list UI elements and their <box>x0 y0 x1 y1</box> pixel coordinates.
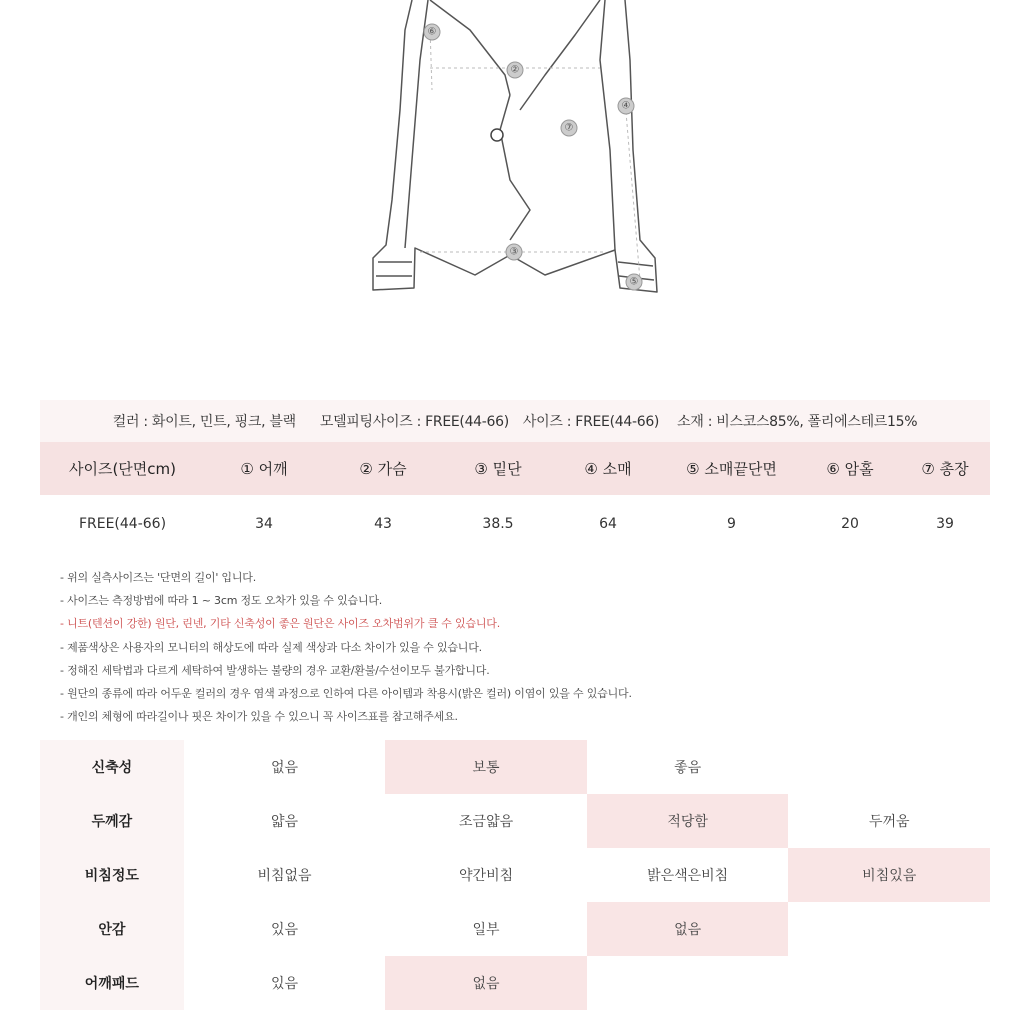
property-option-selected: 보통 <box>385 740 587 794</box>
property-option <box>788 956 990 1010</box>
size-table-row <box>40 495 990 553</box>
property-option: 두꺼움 <box>868 814 910 830</box>
property-option <box>788 902 990 956</box>
note-item: - 원단의 종류에 따라 어두운 컬러의 경우 염색 과정으로 인하여 다른 아이템과 착용시(밝은 컬러) 이염이 있을 수 있습니다. <box>60 687 632 701</box>
left-sleeve-outline <box>405 0 428 248</box>
product-info-bar <box>40 400 990 442</box>
property-option-selected: 비침있음 <box>788 848 990 902</box>
note-item: - 위의 실측사이즈는 '단면의 길이' 입니다. <box>60 571 257 584</box>
marker-7: ⑦ <box>564 122 574 134</box>
marker-6: ⑥ <box>427 26 437 38</box>
lapel-right <box>520 0 600 110</box>
property-option-selected: 없음 <box>385 956 587 1010</box>
header-hem: ③ 밑단 <box>474 460 522 478</box>
notes-list <box>60 566 632 728</box>
cell-size: FREE(44-66) <box>78 516 167 532</box>
property-option: 약간비침 <box>459 868 514 884</box>
header-armhole: ⑥ 암홀 <box>826 460 874 478</box>
property-label: 안감 <box>40 902 184 956</box>
marker-3: ③ <box>509 246 519 258</box>
cell-chest: 43 <box>374 516 392 532</box>
note-item: - 사이즈는 측정방법에 따라 1 ~ 3cm 정도 오차가 있을 수 있습니다. <box>60 594 383 608</box>
property-row-lining <box>40 902 990 956</box>
property-row-shoulder-pad <box>40 956 990 1010</box>
cell-sleeve-cuff: 9 <box>727 516 736 532</box>
cell-armhole: 20 <box>841 516 859 532</box>
property-row-thickness <box>40 794 990 848</box>
right-sleeve-outline <box>600 0 615 250</box>
note-item: - 정해진 세탁법과 다르게 세탁하여 발생하는 불량의 경우 교환/환불/수선이모두 불가합니다. <box>60 663 490 677</box>
cell-hem: 38.5 <box>482 516 514 532</box>
note-item: - 개인의 체형에 따라길이나 핏은 차이가 있을 수 있으니 꼭 사이즈표를 참고해주세요. <box>60 710 458 724</box>
property-label: 신축성 <box>40 740 184 794</box>
property-row-stretch <box>40 740 990 794</box>
property-option: 좋음 <box>674 760 702 776</box>
note-item-highlight: - 니트(텐션이 강한) 원단, 린넨, 기타 신축성이 좋은 원단은 사이즈 오차범위가 클 수 있습니다. <box>60 617 501 631</box>
note-item: - 제품색상은 사용자의 모니터의 해상도에 따라 실제 색상과 다소 차이가 있을 수 있습니다. <box>60 640 482 654</box>
property-label: 어깨패드 <box>40 956 184 1010</box>
material-info: 소재 : 비스코스85%, 폴리에스테르15% <box>677 414 918 430</box>
property-option: 얇음 <box>270 814 299 830</box>
cell-total-length: 39 <box>936 516 954 532</box>
property-option-selected: 적당함 <box>587 794 789 848</box>
header-chest: ② 가슴 <box>359 460 407 478</box>
header-sleeve: ④ 소매 <box>584 460 632 478</box>
property-label: 두께감 <box>40 794 184 848</box>
cuff-left <box>376 262 412 276</box>
property-option: 비침없음 <box>257 868 312 884</box>
cell-sleeve: 64 <box>599 516 617 532</box>
header-total-length: ⑦ 총장 <box>921 460 969 478</box>
header-size: 사이즈(단면cm) <box>68 460 176 478</box>
property-option: 없음 <box>270 760 299 776</box>
cell-shoulder: 34 <box>255 516 273 532</box>
property-row-sheerness <box>40 848 990 902</box>
front-opening <box>500 95 530 240</box>
marker-5: ⑤ <box>629 276 639 288</box>
header-shoulder: ① 어깨 <box>240 460 288 478</box>
button-icon <box>491 129 503 141</box>
fabric-properties-table <box>40 740 990 1010</box>
header-sleeve-cuff: ⑤ 소매끝단면 <box>686 460 777 478</box>
marker-2: ② <box>510 64 520 76</box>
property-option: 있음 <box>270 922 299 938</box>
property-option-selected: 없음 <box>587 902 789 956</box>
jacket-illustration <box>0 0 1030 330</box>
property-option: 조금얇음 <box>459 814 514 830</box>
size-info: 사이즈 : FREE(44-66) <box>522 414 660 430</box>
property-option: 밝은색은비침 <box>647 868 729 884</box>
size-table <box>40 442 990 553</box>
marker-4: ④ <box>621 100 631 112</box>
color-info: 컬러 : 화이트, 민트, 핑크, 블랙 <box>112 414 296 430</box>
lapel-left <box>427 0 510 95</box>
property-option <box>587 956 789 1010</box>
size-table-header <box>40 442 990 495</box>
property-option <box>788 740 990 794</box>
property-label: 비침정도 <box>40 848 184 902</box>
property-option: 일부 <box>472 922 500 938</box>
fitting-size-info: 모델피팅사이즈 : FREE(44-66) <box>319 414 509 430</box>
property-option: 있음 <box>270 976 299 992</box>
